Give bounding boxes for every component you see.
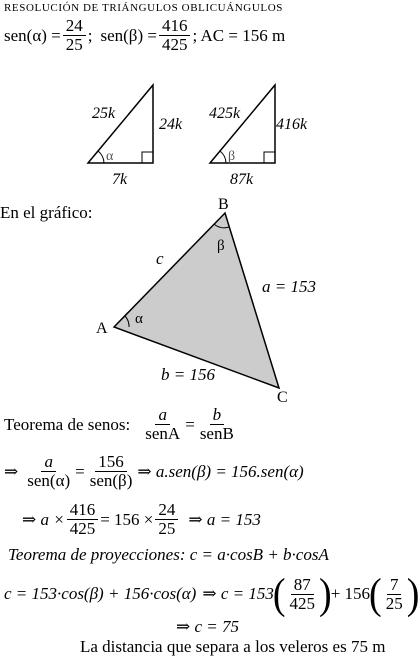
hyp-label-2: 425k bbox=[209, 105, 241, 122]
sin-alpha-label: sen(α) = bbox=[4, 25, 61, 45]
vertex-a-label: A bbox=[96, 320, 108, 337]
sines-a-denominator: senA bbox=[145, 424, 181, 443]
vertex-b-label: B bbox=[218, 196, 229, 213]
step2-a-numerator: 416 bbox=[67, 501, 99, 520]
step2-prefix: ⇒ a × bbox=[22, 509, 65, 529]
sin-beta-fraction bbox=[159, 17, 191, 54]
triangle-alpha bbox=[88, 85, 153, 163]
sines-fraction-a bbox=[142, 406, 183, 443]
step1-a-denominator: sen(α) bbox=[27, 471, 71, 490]
step2-b-numerator: 24 bbox=[155, 501, 178, 520]
step3-a-numerator: 87 bbox=[291, 576, 314, 595]
sin-beta-denominator: 425 bbox=[161, 35, 188, 54]
angle-beta-label: β bbox=[228, 149, 236, 164]
right-paren-2: ) bbox=[406, 569, 419, 619]
main-triangle-figure bbox=[0, 190, 400, 410]
implies-arrow-1: ⇒ bbox=[4, 461, 19, 481]
side-b-label: b = 156 bbox=[161, 365, 215, 384]
sines-a-numerator: a bbox=[155, 406, 170, 425]
sin-beta-numerator: 416 bbox=[159, 17, 191, 36]
small-triangles-figure bbox=[0, 80, 400, 190]
step2-result: ⇒ a = 153 bbox=[188, 509, 261, 529]
ac-value: ; AC = 156 m bbox=[192, 25, 286, 45]
conclusion: La distancia que separa a los veleros es 75 m bbox=[80, 637, 386, 656]
step2-a-denominator: 425 bbox=[69, 519, 96, 538]
separator: ; bbox=[87, 25, 93, 45]
law-of-sines-label: Teorema de senos: bbox=[4, 414, 131, 434]
side-a-label: a = 153 bbox=[262, 277, 316, 296]
step3-prefix: c = 153·cos(β) + 156·cos(α) bbox=[4, 584, 197, 603]
vertex-c-label: C bbox=[277, 389, 288, 406]
law-of-sines bbox=[4, 406, 239, 443]
angle-alpha-label: α bbox=[106, 149, 114, 164]
angle-b-label: β bbox=[217, 238, 225, 254]
step-2 bbox=[22, 501, 261, 538]
leg-label-2: 416k bbox=[276, 116, 308, 133]
sin-alpha-numerator: 24 bbox=[63, 17, 86, 36]
right-paren-1: ) bbox=[319, 569, 332, 619]
given-values bbox=[4, 17, 285, 54]
triangle-beta bbox=[210, 85, 275, 163]
hyp-label-1: 25k bbox=[92, 105, 116, 122]
leg-label-1: 24k bbox=[159, 116, 183, 133]
left-paren-2: ( bbox=[369, 569, 382, 619]
step1-b-numerator: 156 bbox=[95, 453, 127, 472]
step2-fraction-b bbox=[155, 501, 178, 538]
step-3 bbox=[4, 569, 419, 619]
step-1 bbox=[4, 453, 304, 490]
step1-fraction-a bbox=[24, 453, 73, 490]
step3-b-numerator: 7 bbox=[387, 576, 402, 595]
projections-theorem: Teorema de proyecciones: c = a·cosB + b·cosA bbox=[8, 545, 329, 564]
sin-beta-label: sen(β) = bbox=[100, 25, 157, 45]
side-c-label: c bbox=[156, 249, 164, 268]
sines-fraction-b bbox=[197, 406, 237, 443]
step2-b-denominator: 25 bbox=[158, 519, 176, 538]
step1-fraction-b bbox=[87, 453, 136, 490]
step3-middle: + 156 bbox=[330, 584, 371, 603]
base-label-2: 87k bbox=[230, 171, 254, 188]
step1-result: ⇒ a.sen(β) = 156.sen(α) bbox=[137, 461, 304, 481]
step3-a-denominator: 425 bbox=[289, 593, 316, 613]
sines-b-numerator: b bbox=[210, 406, 225, 425]
oblique-triangle bbox=[114, 213, 279, 388]
step1-equals: = bbox=[75, 461, 85, 481]
angle-a-label: α bbox=[135, 311, 143, 327]
base-label-1: 7k bbox=[112, 171, 128, 188]
left-paren-1: ( bbox=[272, 569, 286, 619]
step1-b-denominator: sen(β) bbox=[89, 471, 133, 490]
step3-b-denominator: 25 bbox=[385, 593, 403, 613]
page-title: RESOLUCIÓN DE TRIÁNGULOS OBLICUÁNGULOS bbox=[4, 2, 283, 14]
step3-arrow: ⇒ c = 153 bbox=[202, 584, 274, 603]
step1-a-numerator: a bbox=[41, 453, 56, 472]
step3-fraction-b bbox=[383, 576, 406, 613]
graph-intro: En el gráfico: bbox=[0, 203, 93, 222]
sines-equals: = bbox=[185, 414, 195, 434]
result-c: ⇒ c = 75 bbox=[176, 617, 240, 636]
sines-b-denominator: senB bbox=[199, 424, 234, 443]
step2-middle: = 156 × bbox=[100, 509, 154, 529]
step3-fraction-a bbox=[287, 576, 319, 613]
step2-fraction-a bbox=[67, 501, 99, 538]
sin-alpha-fraction bbox=[63, 17, 86, 54]
sin-alpha-denominator: 25 bbox=[65, 35, 83, 54]
